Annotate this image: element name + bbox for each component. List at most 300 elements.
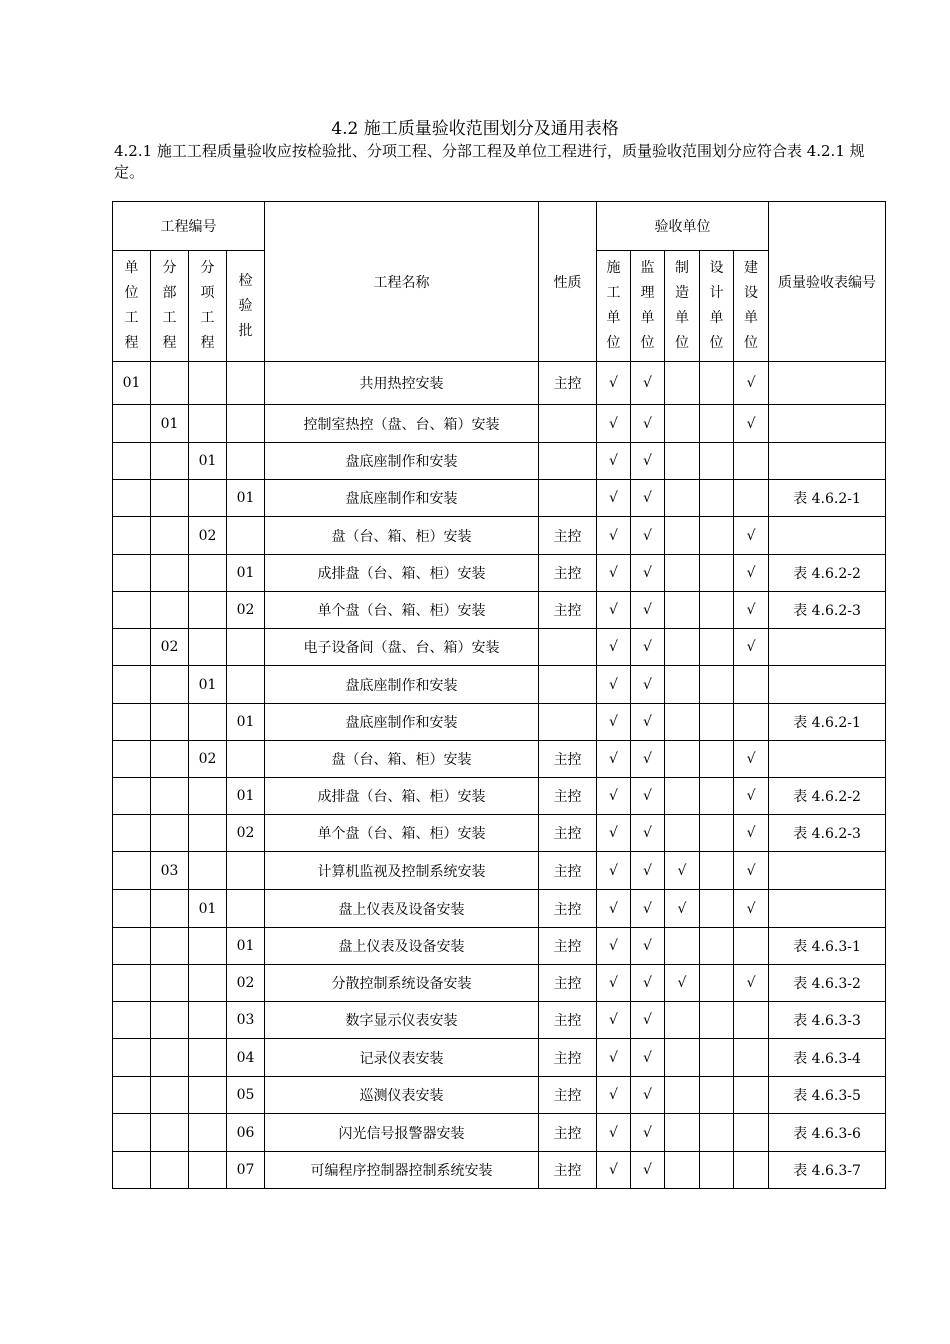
project-name-cell: 盘底座制作和安装 (265, 480, 539, 517)
manufacturer-check (665, 480, 700, 517)
item-code-cell (189, 815, 227, 852)
manufacturer-check (665, 517, 700, 555)
nature-cell (539, 704, 597, 741)
lot-code-cell (227, 890, 265, 928)
lot-code-cell: 04 (227, 1039, 265, 1077)
project-name-cell: 计算机监视及控制系统安装 (265, 852, 539, 890)
division-code-cell (151, 1039, 189, 1077)
supervision-check: √ (631, 965, 665, 1002)
manufacturer-check (665, 629, 700, 666)
item-code-cell (189, 480, 227, 517)
supervision-check: √ (631, 741, 665, 778)
supervision-check: √ (631, 443, 665, 480)
manufacturer-check (665, 778, 700, 815)
division-code-cell (151, 666, 189, 704)
form-number-cell: 表 4.6.2-3 (769, 592, 886, 629)
project-name-cell: 闪光信号报警器安装 (265, 1114, 539, 1152)
header-project-name: 工程名称 (265, 202, 539, 362)
lot-code-cell: 07 (227, 1152, 265, 1189)
item-code-cell: 01 (189, 443, 227, 480)
lot-code-cell: 01 (227, 480, 265, 517)
design-check (700, 704, 734, 741)
project-name-cell: 单个盘（台、箱、柜）安装 (265, 815, 539, 852)
lot-code-cell (227, 517, 265, 555)
nature-cell: 主控 (539, 928, 597, 965)
nature-cell (539, 629, 597, 666)
manufacturer-check (665, 815, 700, 852)
supervision-check: √ (631, 852, 665, 890)
division-code-cell (151, 704, 189, 741)
owner-check: √ (734, 890, 769, 928)
form-number-cell (769, 741, 886, 778)
header-form-number: 质量验收表编号 (769, 202, 886, 362)
design-check (700, 852, 734, 890)
lot-code-cell (227, 666, 265, 704)
lot-code-cell (227, 629, 265, 666)
owner-check: √ (734, 555, 769, 592)
division-code-cell (151, 778, 189, 815)
item-code-cell (189, 405, 227, 443)
manufacturer-check (665, 1077, 700, 1114)
table-row (113, 890, 886, 928)
header-inspection-lot: 检 验 批 (227, 251, 265, 362)
construction-check: √ (597, 1077, 631, 1114)
lot-code-cell (227, 405, 265, 443)
unit-code-cell (113, 1039, 151, 1077)
form-number-cell: 表 4.6.2-2 (769, 555, 886, 592)
manufacturer-check (665, 1114, 700, 1152)
item-code-cell (189, 1114, 227, 1152)
item-code-cell (189, 362, 227, 405)
design-check (700, 443, 734, 480)
supervision-check: √ (631, 629, 665, 666)
construction-check: √ (597, 928, 631, 965)
header-acceptance-units: 验收单位 (597, 202, 769, 251)
header-manufacturer-unit: 制 造 单 位 (665, 251, 700, 362)
construction-check: √ (597, 555, 631, 592)
owner-check (734, 1077, 769, 1114)
unit-code-cell (113, 480, 151, 517)
unit-code-cell (113, 1114, 151, 1152)
design-check (700, 890, 734, 928)
owner-check (734, 1114, 769, 1152)
unit-code-cell (113, 1002, 151, 1039)
manufacturer-check (665, 1002, 700, 1039)
design-check (700, 1152, 734, 1189)
item-code-cell: 02 (189, 517, 227, 555)
project-name-cell: 共用热控安装 (265, 362, 539, 405)
design-check (700, 928, 734, 965)
nature-cell: 主控 (539, 555, 597, 592)
construction-check: √ (597, 815, 631, 852)
header-unit-project: 单 位 工 程 (113, 251, 151, 362)
unit-code-cell (113, 629, 151, 666)
owner-check (734, 1039, 769, 1077)
manufacturer-check (665, 1152, 700, 1189)
manufacturer-check: √ (665, 852, 700, 890)
supervision-check: √ (631, 928, 665, 965)
item-code-cell: 01 (189, 666, 227, 704)
intro-paragraph: 4.2.1 施工工程质量验收应按检验批、分项工程、分部工程及单位工程进行，质量验收范围划分应符合表 4.2.1 规定。 (114, 142, 865, 181)
design-check (700, 1077, 734, 1114)
project-name-cell: 成排盘（台、箱、柜）安装 (265, 555, 539, 592)
form-number-cell (769, 362, 886, 405)
construction-check: √ (597, 629, 631, 666)
division-code-cell (151, 517, 189, 555)
item-code-cell (189, 1077, 227, 1114)
item-code-cell (189, 555, 227, 592)
manufacturer-check: √ (665, 965, 700, 1002)
supervision-check: √ (631, 1039, 665, 1077)
table-row (113, 517, 886, 555)
lot-code-cell (227, 362, 265, 405)
nature-cell: 主控 (539, 362, 597, 405)
table-row (113, 852, 886, 890)
nature-cell: 主控 (539, 890, 597, 928)
project-name-cell: 盘上仪表及设备安装 (265, 890, 539, 928)
header-design-unit: 设 计 单 位 (700, 251, 734, 362)
construction-check: √ (597, 1002, 631, 1039)
supervision-check: √ (631, 480, 665, 517)
form-number-cell: 表 4.6.3-1 (769, 928, 886, 965)
nature-cell: 主控 (539, 592, 597, 629)
owner-check: √ (734, 852, 769, 890)
project-name-cell: 盘底座制作和安装 (265, 704, 539, 741)
owner-check (734, 480, 769, 517)
supervision-check: √ (631, 1077, 665, 1114)
section-title: 4.2 施工质量验收范围划分及通用表格 (331, 119, 619, 139)
unit-code-cell (113, 741, 151, 778)
form-number-cell (769, 517, 886, 555)
owner-check (734, 928, 769, 965)
owner-check (734, 666, 769, 704)
unit-code-cell (113, 405, 151, 443)
owner-check: √ (734, 362, 769, 405)
header-project-code: 工程编号 (113, 202, 265, 251)
unit-code-cell (113, 928, 151, 965)
project-name-cell: 分散控制系统设备安装 (265, 965, 539, 1002)
item-code-cell: 02 (189, 741, 227, 778)
project-name-cell: 单个盘（台、箱、柜）安装 (265, 592, 539, 629)
unit-code-cell (113, 555, 151, 592)
acceptance-table (112, 201, 886, 1189)
project-name-cell: 盘（台、箱、柜）安装 (265, 517, 539, 555)
construction-check: √ (597, 1039, 631, 1077)
table-row (113, 815, 886, 852)
header-supervision-unit: 监 理 单 位 (631, 251, 665, 362)
owner-check: √ (734, 741, 769, 778)
header-division-project: 分 部 工 程 (151, 251, 189, 362)
lot-code-cell (227, 741, 265, 778)
construction-check: √ (597, 362, 631, 405)
lot-code-cell (227, 852, 265, 890)
table-row (113, 1114, 886, 1152)
design-check (700, 629, 734, 666)
nature-cell: 主控 (539, 778, 597, 815)
division-code-cell: 02 (151, 629, 189, 666)
manufacturer-check (665, 362, 700, 405)
lot-code-cell: 02 (227, 965, 265, 1002)
supervision-check: √ (631, 1002, 665, 1039)
owner-check: √ (734, 778, 769, 815)
unit-code-cell (113, 890, 151, 928)
owner-check: √ (734, 405, 769, 443)
manufacturer-check (665, 555, 700, 592)
lot-code-cell (227, 443, 265, 480)
lot-code-cell: 06 (227, 1114, 265, 1152)
nature-cell (539, 443, 597, 480)
table-row (113, 1152, 886, 1189)
unit-code-cell (113, 1152, 151, 1189)
design-check (700, 778, 734, 815)
division-code-cell (151, 592, 189, 629)
manufacturer-check (665, 741, 700, 778)
lot-code-cell: 05 (227, 1077, 265, 1114)
project-name-cell: 数字显示仪表安装 (265, 1002, 539, 1039)
form-number-cell (769, 890, 886, 928)
nature-cell: 主控 (539, 517, 597, 555)
table-row (113, 965, 886, 1002)
construction-check: √ (597, 480, 631, 517)
manufacturer-check (665, 1039, 700, 1077)
construction-check: √ (597, 965, 631, 1002)
table-row (113, 629, 886, 666)
item-code-cell: 01 (189, 890, 227, 928)
lot-code-cell: 02 (227, 592, 265, 629)
manufacturer-check: √ (665, 890, 700, 928)
item-code-cell (189, 778, 227, 815)
form-number-cell (769, 666, 886, 704)
division-code-cell (151, 362, 189, 405)
form-number-cell (769, 852, 886, 890)
owner-check (734, 1152, 769, 1189)
table-row (113, 1039, 886, 1077)
division-code-cell: 01 (151, 405, 189, 443)
owner-check: √ (734, 815, 769, 852)
owner-check: √ (734, 629, 769, 666)
project-name-cell: 记录仪表安装 (265, 1039, 539, 1077)
table-row (113, 666, 886, 704)
lot-code-cell: 02 (227, 815, 265, 852)
supervision-check: √ (631, 815, 665, 852)
table-row (113, 555, 886, 592)
unit-code-cell (113, 443, 151, 480)
item-code-cell (189, 704, 227, 741)
division-code-cell (151, 1077, 189, 1114)
item-code-cell (189, 852, 227, 890)
design-check (700, 405, 734, 443)
project-name-cell: 成排盘（台、箱、柜）安装 (265, 778, 539, 815)
supervision-check: √ (631, 1114, 665, 1152)
form-number-cell (769, 443, 886, 480)
unit-code-cell (113, 517, 151, 555)
table-row (113, 362, 886, 405)
form-number-cell (769, 629, 886, 666)
unit-code-cell (113, 592, 151, 629)
design-check (700, 666, 734, 704)
supervision-check: √ (631, 405, 665, 443)
item-code-cell (189, 928, 227, 965)
table-row (113, 928, 886, 965)
nature-cell: 主控 (539, 852, 597, 890)
design-check (700, 1002, 734, 1039)
division-code-cell: 03 (151, 852, 189, 890)
project-name-cell: 盘底座制作和安装 (265, 443, 539, 480)
construction-check: √ (597, 592, 631, 629)
nature-cell: 主控 (539, 815, 597, 852)
division-code-cell (151, 1002, 189, 1039)
nature-cell (539, 666, 597, 704)
division-code-cell (151, 443, 189, 480)
project-name-cell: 电子设备间（盘、台、箱）安装 (265, 629, 539, 666)
form-number-cell: 表 4.6.2-1 (769, 480, 886, 517)
division-code-cell (151, 815, 189, 852)
manufacturer-check (665, 704, 700, 741)
design-check (700, 815, 734, 852)
design-check (700, 480, 734, 517)
form-number-cell: 表 4.6.3-4 (769, 1039, 886, 1077)
project-name-cell: 控制室热控（盘、台、箱）安装 (265, 405, 539, 443)
nature-cell (539, 480, 597, 517)
form-number-cell (769, 405, 886, 443)
form-number-cell: 表 4.6.3-2 (769, 965, 886, 1002)
design-check (700, 741, 734, 778)
division-code-cell (151, 741, 189, 778)
form-number-cell: 表 4.6.3-7 (769, 1152, 886, 1189)
table-row (113, 704, 886, 741)
construction-check: √ (597, 443, 631, 480)
unit-code-cell (113, 1077, 151, 1114)
design-check (700, 1039, 734, 1077)
table-row (113, 1002, 886, 1039)
form-number-cell: 表 4.6.2-1 (769, 704, 886, 741)
supervision-check: √ (631, 666, 665, 704)
design-check (700, 555, 734, 592)
construction-check: √ (597, 890, 631, 928)
nature-cell (539, 405, 597, 443)
division-code-cell (151, 480, 189, 517)
division-code-cell (151, 1114, 189, 1152)
project-name-cell: 盘底座制作和安装 (265, 666, 539, 704)
design-check (700, 965, 734, 1002)
unit-code-cell (113, 666, 151, 704)
unit-code-cell (113, 965, 151, 1002)
unit-code-cell (113, 778, 151, 815)
owner-check: √ (734, 517, 769, 555)
nature-cell: 主控 (539, 965, 597, 1002)
design-check (700, 592, 734, 629)
form-number-cell: 表 4.6.3-3 (769, 1002, 886, 1039)
project-name-cell: 可编程序控制器控制系统安装 (265, 1152, 539, 1189)
construction-check: √ (597, 704, 631, 741)
lot-code-cell: 01 (227, 778, 265, 815)
form-number-cell: 表 4.6.2-3 (769, 815, 886, 852)
construction-check: √ (597, 1152, 631, 1189)
item-code-cell (189, 592, 227, 629)
supervision-check: √ (631, 592, 665, 629)
form-number-cell: 表 4.6.3-6 (769, 1114, 886, 1152)
construction-check: √ (597, 852, 631, 890)
owner-check (734, 704, 769, 741)
item-code-cell (189, 629, 227, 666)
header-item-project: 分 项 工 程 (189, 251, 227, 362)
unit-code-cell (113, 815, 151, 852)
construction-check: √ (597, 741, 631, 778)
division-code-cell (151, 1152, 189, 1189)
lot-code-cell: 01 (227, 555, 265, 592)
header-nature: 性质 (539, 202, 597, 362)
item-code-cell (189, 1039, 227, 1077)
table-row (113, 778, 886, 815)
form-number-cell: 表 4.6.2-2 (769, 778, 886, 815)
table-row (113, 592, 886, 629)
design-check (700, 362, 734, 405)
design-check (700, 1114, 734, 1152)
nature-cell: 主控 (539, 1077, 597, 1114)
division-code-cell (151, 890, 189, 928)
table-row (113, 741, 886, 778)
supervision-check: √ (631, 517, 665, 555)
header-row-1 (113, 202, 886, 251)
nature-cell: 主控 (539, 1152, 597, 1189)
manufacturer-check (665, 666, 700, 704)
construction-check: √ (597, 405, 631, 443)
supervision-check: √ (631, 778, 665, 815)
unit-code-cell (113, 704, 151, 741)
nature-cell: 主控 (539, 1039, 597, 1077)
supervision-check: √ (631, 1152, 665, 1189)
owner-check: √ (734, 592, 769, 629)
owner-check: √ (734, 965, 769, 1002)
supervision-check: √ (631, 704, 665, 741)
table-row (113, 480, 886, 517)
design-check (700, 517, 734, 555)
supervision-check: √ (631, 890, 665, 928)
item-code-cell (189, 965, 227, 1002)
manufacturer-check (665, 443, 700, 480)
header-owner-unit: 建 设 单 位 (734, 251, 769, 362)
project-name-cell: 巡测仪表安装 (265, 1077, 539, 1114)
item-code-cell (189, 1002, 227, 1039)
construction-check: √ (597, 517, 631, 555)
division-code-cell (151, 555, 189, 592)
project-name-cell: 盘（台、箱、柜）安装 (265, 741, 539, 778)
lot-code-cell: 01 (227, 704, 265, 741)
manufacturer-check (665, 592, 700, 629)
division-code-cell (151, 928, 189, 965)
owner-check (734, 1002, 769, 1039)
manufacturer-check (665, 405, 700, 443)
construction-check: √ (597, 666, 631, 704)
table-row (113, 405, 886, 443)
nature-cell: 主控 (539, 1114, 597, 1152)
project-name-cell: 盘上仪表及设备安装 (265, 928, 539, 965)
supervision-check: √ (631, 555, 665, 592)
table-row (113, 1077, 886, 1114)
item-code-cell (189, 1152, 227, 1189)
construction-check: √ (597, 778, 631, 815)
lot-code-cell: 03 (227, 1002, 265, 1039)
header-construction-unit: 施 工 单 位 (597, 251, 631, 362)
lot-code-cell: 01 (227, 928, 265, 965)
unit-code-cell (113, 852, 151, 890)
form-number-cell: 表 4.6.3-5 (769, 1077, 886, 1114)
owner-check (734, 443, 769, 480)
nature-cell: 主控 (539, 1002, 597, 1039)
manufacturer-check (665, 928, 700, 965)
construction-check: √ (597, 1114, 631, 1152)
supervision-check: √ (631, 362, 665, 405)
